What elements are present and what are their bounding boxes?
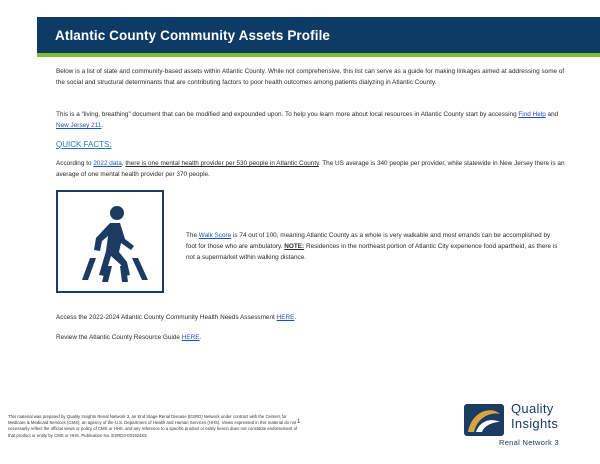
page-title: Atlantic County Community Assets Profile: [55, 28, 331, 43]
walk-score-paragraph: [186, 230, 561, 263]
mental-health-comma: ,: [121, 160, 126, 167]
chna-end: .: [294, 314, 297, 321]
accent-divider: [37, 53, 600, 57]
walk-text: is 74 out of 100, meaning Atlantic County as a whole is very walkable and most errands can be accomplished by foot for those who are ambulatory.: [186, 232, 551, 250]
mental-health-paragraph: [56, 158, 566, 180]
resource-guide-text: Review the Atlantic County Resource Guide: [56, 334, 182, 341]
walk-prefix: The: [186, 232, 199, 239]
chna-here-link[interactable]: HERE: [276, 314, 295, 321]
mental-health-stat: there is one mental health provider per 530 people in Atlantic County: [125, 160, 319, 167]
mental-health-prefix: According to: [56, 160, 94, 167]
resource-guide-paragraph: [56, 332, 566, 343]
resource-guide-end: .: [199, 334, 202, 341]
pedestrian-crossing-icon: [56, 190, 164, 293]
find-help-link[interactable]: Find Help: [518, 111, 546, 118]
logo-line-2: Insights: [511, 416, 559, 431]
quality-insights-logo: [462, 400, 582, 452]
chna-paragraph: [56, 312, 566, 323]
2022-data-link[interactable]: 2022 data: [93, 160, 122, 167]
logo-line-1: Quality: [511, 401, 554, 416]
page-number: 1: [297, 419, 301, 425]
living-end: .: [101, 122, 104, 129]
intro-paragraph: Below is a list of state and community-based assets within Atlantic County. While not comprehensive, this list can serve as a guide for making linkages aimed at addressing some of the social and structural determinants that are contributing factors to poor health outcomes among patients dialyzing in Atlantic County.: [56, 68, 565, 86]
living-document-paragraph: [56, 109, 566, 131]
walk-score-link[interactable]: Walk Score: [198, 232, 232, 239]
logo-mark-icon: [462, 402, 506, 438]
footer-disclaimer: This material was prepared by Quality Insights Renal Network 3, an End Stage Renal Disease (ESRD) Network under contract with the Centers for Medicare & Medicaid Services (CMS), an agency of the U.S. Department of Health and Human Services (HHS). Views expressed in this material do not necessarily reflect the official views or policy of CMS or HHS, and any reference to a specific product or entity herein does not constitute endorsement of that product or entity by CMS or HHS. Publication No. ESRD3-031924K5: [8, 414, 298, 438]
logo-subtitle: Renal Network 3: [499, 438, 559, 447]
note-label: NOTE:: [284, 243, 305, 250]
mental-health-rest: . The US average is 340 people per provider, while statewide in New Jersey there is an average of one mental health provider per 370 people.: [56, 160, 565, 178]
note-text: Residences in the northeast portion of Atlantic City experience food apartheid, as there is not a supermarket within walking distance.: [186, 243, 558, 261]
resource-guide-here-link[interactable]: HERE: [181, 334, 200, 341]
new-jersey-211-link[interactable]: New Jersey 211: [56, 122, 102, 129]
quick-facts-heading: QUICK FACTS:: [56, 140, 112, 149]
chna-text: Access the 2022-2024 Atlantic County Community Health Needs Assessment: [56, 314, 277, 321]
living-and: and: [545, 111, 559, 118]
living-text: This is a “living, breathing” document that can be modified and expounded upon. To help you learn more about local resources in Atlantic County start by accessing: [56, 111, 519, 118]
title-banner: [37, 17, 600, 53]
